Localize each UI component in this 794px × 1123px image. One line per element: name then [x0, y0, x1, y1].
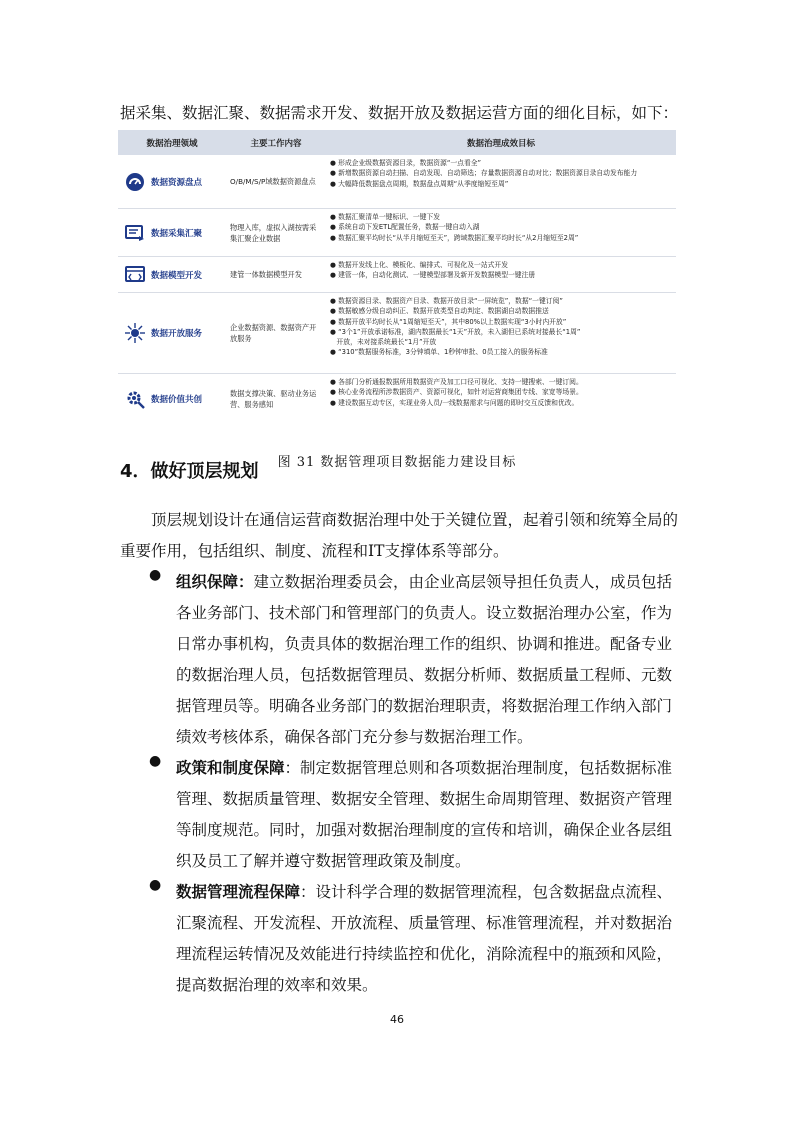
capability-figure — [118, 130, 676, 442]
goal-item: ● 建设数据互动专区，实现业务人员/一线数据需求与问题的即时交互反馈和优改。 — [330, 398, 579, 407]
work-content: O/B/M/S/P域数据资源盘点 — [230, 177, 316, 186]
domain-label: 数据采集汇聚 — [151, 228, 203, 239]
goal-item: ● 数据开放平均时长从“1周缩短至天”，其中80%以上数据实现“3小时内开放” — [330, 317, 567, 326]
domain-label: 数据开放服务 — [151, 329, 203, 339]
figure-row — [118, 293, 676, 374]
goal-item: ● 数据敏感分级自动纠正、数据开放类型自动判定、数据湖自动数据推送 — [330, 307, 549, 316]
network-icon — [124, 322, 146, 344]
figure-header — [118, 130, 676, 155]
bullet-dot-icon: ● — [149, 753, 162, 769]
goal-item: ● “310”数据服务标准，3分钟填单、1秒钟审批、0员工接入的服务标准 — [330, 348, 548, 357]
gauge-icon — [124, 171, 146, 193]
header-goals: 数据治理成效目标 — [466, 138, 535, 149]
goal-item: ● “3个1”开放承诺标准，湖内数据最长“1天”开放，未入湖但已系统对接最长“1周” — [330, 327, 581, 336]
domain-label: 数据价值共创 — [151, 395, 203, 405]
header-domain: 数据治理领域 — [146, 138, 198, 149]
intro-line: 据采集、数据汇聚、数据需求开发、数据开放及数据运营方面的细化目标，如下： — [120, 104, 679, 122]
goal-item: ● 核心业务流程所涉数据资产、资源可视化，如针对运营商集团专线、家宽等场景。 — [330, 388, 583, 397]
body-paragraph: 顶层规划设计在通信运营商数据治理中处于关键位置，起着引领和统筹全局的重要作用，包括组织、制度、流程和IT支撑体系等部分。 — [120, 511, 679, 560]
goal-item: ● 数据资源目录、数据资产目录、数据开放目录“一屏统览”，数据“一键订阅” — [330, 297, 563, 305]
goal-item: ● 数据开发线上化、模板化、编排式、可视化及一站式开发 — [330, 261, 509, 269]
goal-list — [326, 293, 676, 373]
gear-icon — [124, 388, 146, 410]
model-icon — [124, 264, 146, 286]
work-content: 数据支撑决策、驱动业务运营、服务感知 — [230, 389, 317, 409]
goal-item: ● 数据汇聚清单一键标识、一键下发 — [330, 213, 441, 221]
goal-list — [326, 155, 676, 208]
goal-item: ● 形成企业级数据资源目录，数据资源“一点看全” — [330, 159, 482, 167]
collect-icon — [124, 222, 146, 244]
goal-item: ● 建管一体，自动化测试、一键模型部署及新开发数据模型一键注册 — [330, 271, 536, 280]
domain-label: 数据资源盘点 — [151, 177, 203, 188]
work-content: 物理入库，虚拟入湖按需采集汇聚企业数据 — [230, 222, 317, 243]
goal-list — [326, 209, 676, 256]
goal-item: ● 各部门分析通报数据所用数据资产及加工口径可视化、支持一键搜索、一键订阅。 — [330, 378, 583, 386]
goal-list — [326, 257, 676, 292]
section-heading: 4．做好顶层规划 — [120, 461, 259, 482]
figure-row — [118, 257, 676, 293]
figure-row — [118, 374, 676, 424]
goal-list — [326, 374, 676, 424]
goal-item: ● 大幅降低数据盘点周期，数据盘点周期“从季度缩短至周” — [330, 179, 509, 188]
work-content: 企业数据资源、数据资产开放服务 — [230, 323, 317, 343]
goal-item: ● 数据汇聚平均时长“从半月缩短至天”，跨域数据汇聚平均时长“从2月缩短至2周” — [330, 233, 579, 242]
goal-item: 开放，未对接系统最长“1月”开放 — [336, 338, 437, 347]
figure-row — [118, 209, 676, 257]
goal-item: ● 新增数据资源自动扫描、自动发现、自动筛选；存量数据资源自动对比；数据资源目录自动发布能力 — [330, 169, 638, 178]
bullet-item: 组织保障：建立数据治理委员会，由企业高层领导担任负责人，成员包括各业务部门、技术部门和管理部门的负责人。设立数据治理办公室，作为日常办事机构，负责具体的数据治理工作的组织、协调和推进。配备专业的数据治理人员，包括数据管理员、数据分析师、数据质量工程师、元数据管理员等。明确各业务部门的数据治理职责，将数据治理工作纳入部门绩效考核体系，确保各部门充分参与数据治理工作。 — [176, 573, 673, 746]
bullet-dot-icon: ● — [149, 877, 162, 893]
header-work: 主要工作内容 — [250, 138, 302, 149]
goal-item: ● 系统自动下发ETL配置任务，数据一键自动入湖 — [330, 223, 480, 232]
domain-label: 数据模型开发 — [151, 270, 203, 281]
work-content: 建管一体数据模型开发 — [230, 270, 302, 279]
bullet-item: 数据管理流程保障：设计科学合理的数据管理流程，包含数据盘点流程、汇聚流程、开发流程、开放流程、质量管理、标准管理流程，并对数据治理流程运转情况及效能进行持续监控和优化，消除流程中的瓶颈和风险，提高数据治理的效率和效果。 — [176, 883, 673, 994]
figure-row — [118, 155, 676, 209]
page-number: 46 — [390, 1013, 404, 1026]
figure-caption: 图 31 数据管理项目数据能力建设目标 — [277, 455, 517, 470]
bullet-dot-icon: ● — [149, 567, 162, 583]
bullet-item: 政策和制度保障：制定数据管理总则和各项数据治理制度，包括数据标准管理、数据质量管理、数据安全管理、数据生命周期管理、数据资产管理等制度规范。同时，加强对数据治理制度的宣传和培训，确保企业各层组织及员工了解并遵守数据管理政策及制度。 — [176, 759, 673, 870]
